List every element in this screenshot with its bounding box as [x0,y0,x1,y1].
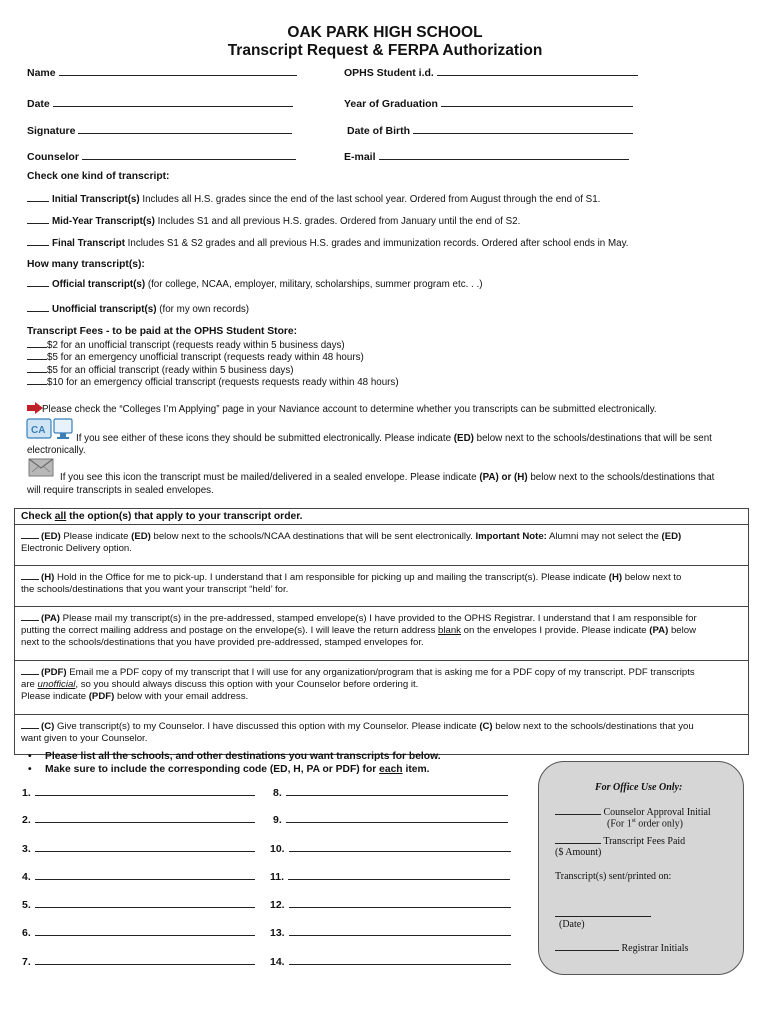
destination-line[interactable]: 12. [270,898,511,911]
checkbox-blank[interactable] [27,303,49,312]
how-many-heading: How many transcript(s): [27,259,145,270]
kind-option-final[interactable]: Final Transcript Includes S1 & S2 grades and all previous H.S. grades and immunization records. Ordered after school ends in May. [27,237,628,250]
date-field[interactable]: Date [27,97,293,110]
fees-paid[interactable]: Transcript Fees Paid [555,835,685,847]
destination-line[interactable]: 6. [22,926,255,939]
destination-line[interactable]: 7. [22,955,255,968]
mail-envelope-icon [28,458,56,483]
kind-heading: Check one kind of transcript: [27,171,170,182]
mail-icon-text: If you see this icon the transcript must be mailed/delivered in a sealed envelope. Please indicate (PA) or (H) below next to the schools/destinations that [60,472,715,483]
checkbox-blank[interactable] [27,278,49,287]
destination-line[interactable]: 9. [273,813,508,826]
kind-option-midyear[interactable]: Mid-Year Transcript(s) Includes S1 and all previous H.S. grades. Ordered from January until the end of S2. [27,215,520,228]
destination-line[interactable]: 4. [22,870,255,883]
option-pdf[interactable]: (PDF) Email me a PDF copy of my transcript that I will use for any organization/program that is asking me for a PDF copy of my transcript. PDF transcripts are unofficial, so you should always discuss this option with your Counselor before ordering it. Please indicate (PDF) below with your email address. [15,660,748,714]
sent-date-label: (Date) [559,919,585,930]
ed-icon-text-cont: electronically. [27,445,86,456]
fee-item[interactable]: $5 for an emergency unofficial transcript (requests ready within 48 hours) [27,351,364,364]
common-app-icon [26,417,74,448]
list-bullet-2: • Make sure to include the corresponding code (ED, H, PA or PDF) for each item. [28,764,430,775]
signature-field[interactable]: Signature [27,124,292,137]
destination-line[interactable]: 1. [22,786,255,799]
fee-item[interactable]: $2 for an unofficial transcript (requests ready within 5 business days) [27,339,345,352]
destination-line[interactable]: 10. [270,842,511,855]
destination-line[interactable]: 11. [270,870,510,883]
option-pre-addressed[interactable]: (PA) Please mail my transcript(s) in the pre-addressed, stamped envelope(s) I have provided to the OPHS Registrar. I understand that I am responsible for putting the correct mailing address and postage on the envelope(s). I will leave the return address blank on the envelopes I provide. Please indicate (PA) below next to the schools/destinations that you have provided pre-addressed, stamped envelopes for. [15,606,748,660]
ed-icon-text: If you see either of these icons they should be submitted electronically. Please indicate (ED) below next to the schools/destinations that will be sent [76,433,712,444]
office-use-box [538,761,744,975]
counselor-approval[interactable]: Counselor Approval Initial [555,806,711,818]
options-box [14,508,749,755]
dob-field[interactable]: Date of Birth [347,124,633,137]
student-id-field[interactable]: OPHS Student i.d. [344,66,638,79]
checkbox-blank[interactable] [27,193,49,202]
email-field[interactable]: E-mail [344,150,629,163]
destination-line[interactable]: 8. [273,786,508,799]
sent-printed-label: Transcript(s) sent/printed on: [555,871,672,882]
kind-option-initial[interactable]: Initial Transcript(s) Includes all H.S. grades since the end of the last school year. Ordered from August through the end of S1. [27,193,600,206]
unofficial-option[interactable]: Unofficial transcript(s) (for my own records) [27,303,249,316]
fee-item[interactable]: $10 for an emergency official transcript (requests requests ready within 48 hours) [27,376,399,389]
options-heading: Check all the option(s) that apply to your transcript order. [21,511,303,522]
naviance-check-text: Please check the “Colleges I’m Applying” page in your Naviance account to determine whether you transcripts can be submitted electronically. [42,404,657,415]
name-field[interactable]: Name [27,66,297,79]
destination-line[interactable]: 5. [22,898,255,911]
list-bullet-1: • Please list all the schools, and other destinations you want transcripts for below. [28,751,441,762]
checkbox-blank[interactable] [27,215,49,224]
destination-line[interactable]: 13. [270,926,511,939]
option-counselor[interactable]: (C) Give transcript(s) to my Counselor. I have discussed this option with my Counselor. Please indicate (C) below next to the schools/destinations that you want given to your Counselor. [15,714,748,754]
graduation-year-field[interactable]: Year of Graduation [344,97,633,110]
destination-line[interactable]: 3. [22,842,255,855]
approval-note: (For 1st order only) [607,818,683,830]
fees-amount: ($ Amount) [555,847,602,858]
office-title: For Office Use Only: [595,782,683,793]
registrar-initials[interactable]: Registrar Initials [555,942,688,954]
checkbox-blank[interactable] [27,237,49,246]
counselor-field[interactable]: Counselor [27,150,296,163]
mail-icon-text-cont: will require transcripts in sealed envelopes. [27,485,214,496]
form-title: Transcript Request & FERPA Authorization [227,42,543,59]
option-hold[interactable]: (H) Hold in the Office for me to pick-up. I understand that I am responsible for picking up and mailing the transcript(s). Please indicate (H) below next to the schools/destinations that you want your transcript “held’ for. [15,565,748,606]
destination-line[interactable]: 2. [22,813,255,826]
fees-heading: Transcript Fees - to be paid at the OPHS Student Store: [27,326,298,337]
school-name: OAK PARK HIGH SCHOOL [287,24,483,41]
svg-text:CA: CA [31,425,46,436]
destination-line[interactable]: 14. [270,955,511,968]
official-option[interactable]: Official transcript(s) (for college, NCAA, employer, military, scholarships, summer program etc. . .) [27,278,482,291]
fee-item[interactable]: $5 for an official transcript (ready within 5 business days) [27,364,294,377]
option-ed[interactable]: (ED) Please indicate (ED) below next to the schools/NCAA destinations that will be sent electronically. Important Note: Alumni may not select the (ED) Electronic Delivery option. [15,524,748,565]
